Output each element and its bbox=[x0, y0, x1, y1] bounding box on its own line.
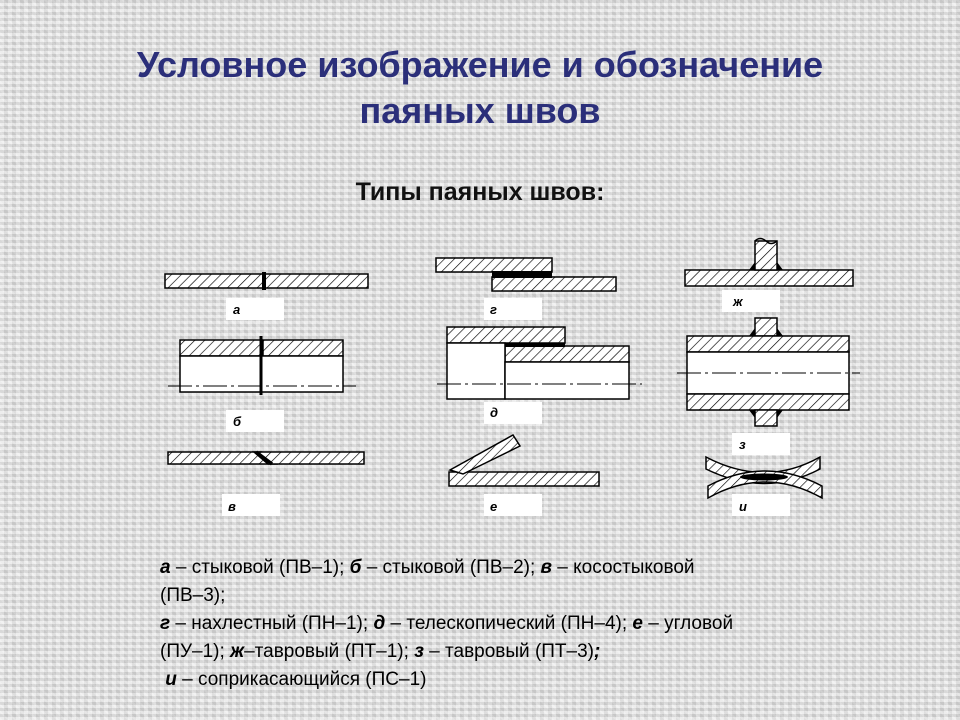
figure-v-scarf-joint bbox=[168, 452, 364, 516]
label-g: г bbox=[490, 302, 497, 317]
label-z: з bbox=[739, 437, 746, 452]
legend-key-i: и bbox=[165, 669, 177, 690]
legend-text-v-cont: (ПВ–3); bbox=[160, 585, 226, 606]
label-b: б bbox=[233, 414, 242, 429]
legend-text-a: – стыковой (ПВ–1); bbox=[170, 557, 350, 578]
legend-key-v: в bbox=[540, 557, 553, 578]
legend-text-z: – тавровый (ПТ–3) bbox=[423, 641, 594, 662]
legend-line-3 bbox=[160, 610, 920, 638]
legend-line-4 bbox=[160, 638, 920, 666]
title-line-2: паяных швов bbox=[359, 90, 601, 131]
legend-text-v: – косостыковой bbox=[552, 557, 695, 578]
legend-text-e-cont: (ПУ–1); bbox=[160, 641, 231, 662]
label-i: и bbox=[739, 499, 747, 514]
legend-text-b: – стыковой (ПВ–2); bbox=[361, 557, 541, 578]
legend-text-d: – телескопический (ПН–4); bbox=[385, 613, 633, 634]
legend-line-1 bbox=[160, 554, 920, 582]
label-zh: ж bbox=[733, 294, 743, 309]
figure-g-lap-joint bbox=[436, 258, 616, 320]
legend-text-z-end: ; bbox=[594, 641, 601, 662]
legend-key-d: д bbox=[373, 613, 386, 634]
legend-text-zh: –тавровый (ПТ–1); bbox=[244, 641, 415, 662]
label-v: в bbox=[228, 499, 236, 514]
legend-line-2 bbox=[160, 582, 920, 610]
legend-key-b: б bbox=[349, 557, 362, 578]
label-a: а bbox=[233, 302, 241, 317]
figure-e-corner-joint bbox=[449, 435, 599, 516]
legend-text-g: – нахлестный (ПН–1); bbox=[170, 613, 374, 634]
title-line-1: Условное изображение и обозначение bbox=[136, 44, 824, 85]
figure-b-tube-butt-joint bbox=[168, 336, 356, 432]
subtitle: Типы паяных швов: bbox=[355, 178, 605, 206]
label-d: д bbox=[490, 405, 499, 420]
figure-i-contact-joint bbox=[706, 457, 822, 516]
legend-key-zh: ж bbox=[230, 641, 245, 662]
legend-key-g: г bbox=[160, 613, 171, 634]
legend-key-z: з bbox=[414, 641, 424, 662]
figure-d-telescopic-joint bbox=[437, 327, 642, 424]
figure-a-butt-joint bbox=[165, 272, 368, 320]
figure-z-tube-t-joint bbox=[677, 318, 860, 455]
legend-text-i: – соприкасающийся (ПС–1) bbox=[176, 669, 427, 690]
legend-text-e: – угловой bbox=[643, 613, 734, 634]
figure-zh-t-joint bbox=[685, 239, 853, 313]
legend-key-a: а bbox=[160, 557, 171, 578]
label-e: е bbox=[490, 499, 498, 514]
legend-line-5 bbox=[160, 666, 920, 694]
legend bbox=[160, 554, 920, 694]
legend-key-e: е bbox=[632, 613, 643, 634]
